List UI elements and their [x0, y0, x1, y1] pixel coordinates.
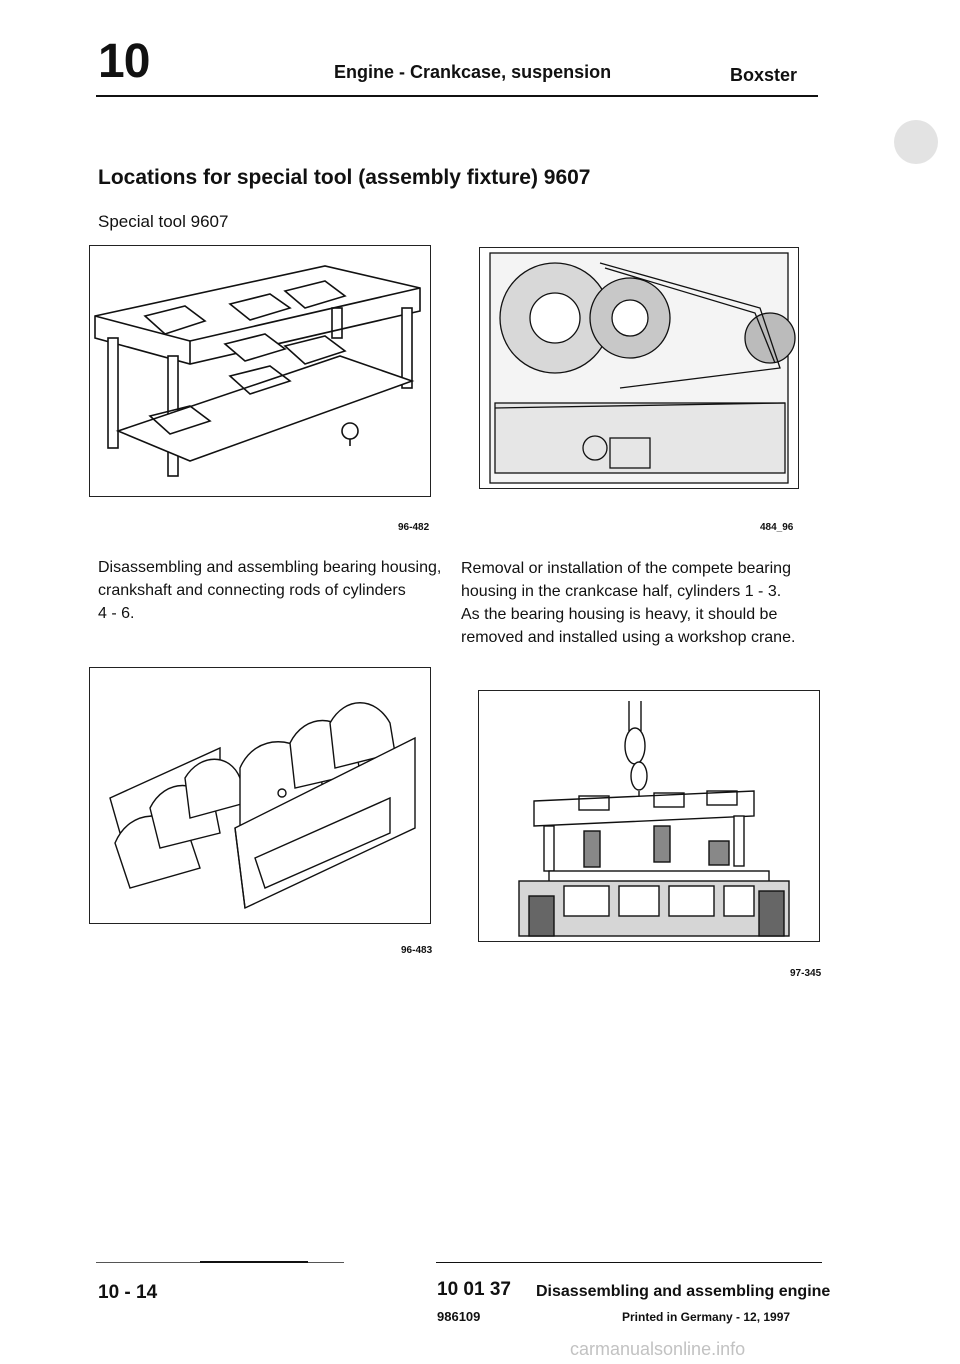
caption-line: housing in the crankcase half, cylinders 1 - 3. [461, 583, 782, 600]
figure-special-tool-fixture [89, 245, 431, 497]
fixture-illustration [90, 246, 430, 496]
figure-bearing-housing [89, 667, 431, 924]
header-model: Boxster [730, 65, 798, 85]
page-number: 10 - 14 [98, 1282, 158, 1303]
figure-engine-crankcase [479, 247, 799, 489]
caption-line: Removal or installation of the compete bearing [461, 560, 791, 577]
caption-line: crankshaft and connecting rods of cylinders [98, 582, 406, 599]
figure-id: 97-345 [790, 968, 822, 979]
caption-right [461, 557, 795, 649]
figure-id: 96-483 [401, 945, 433, 956]
bearing-housing-illustration [90, 668, 430, 923]
caption-line: removed and installed using a workshop crane. [461, 629, 796, 646]
crane-illustration [479, 691, 819, 941]
caption-left [98, 556, 441, 625]
chapter-number: 10 [98, 35, 150, 88]
watermark: carmanualsonline.info [570, 1339, 746, 1359]
figure-crane-lifting [478, 690, 820, 942]
section-title: Locations for special tool (assembly fixture) 9607 [98, 166, 591, 189]
caption-line: As the bearing housing is heavy, it should be [461, 606, 778, 623]
printed-note: Printed in Germany - 12, 1997 [622, 1310, 791, 1324]
caption-line: Disassembling and assembling bearing housing, [98, 559, 442, 576]
header-rule [96, 95, 818, 97]
footer-rule [436, 1262, 822, 1263]
caption-line: 4 - 6. [98, 605, 135, 622]
header-title: Engine - Crankcase, suspension [334, 62, 612, 82]
page-marker-dot [894, 120, 938, 164]
figure-id: 484_96 [760, 522, 794, 533]
procedure-code: 10 01 37 [437, 1279, 511, 1300]
procedure-title: Disassembling and assembling engine [536, 1283, 831, 1300]
section-subtitle: Special tool 9607 [98, 212, 229, 231]
figure-id: 96-482 [398, 522, 430, 533]
footer-rule [200, 1261, 308, 1263]
document-number: 986109 [437, 1309, 481, 1324]
engine-illustration [480, 248, 798, 488]
